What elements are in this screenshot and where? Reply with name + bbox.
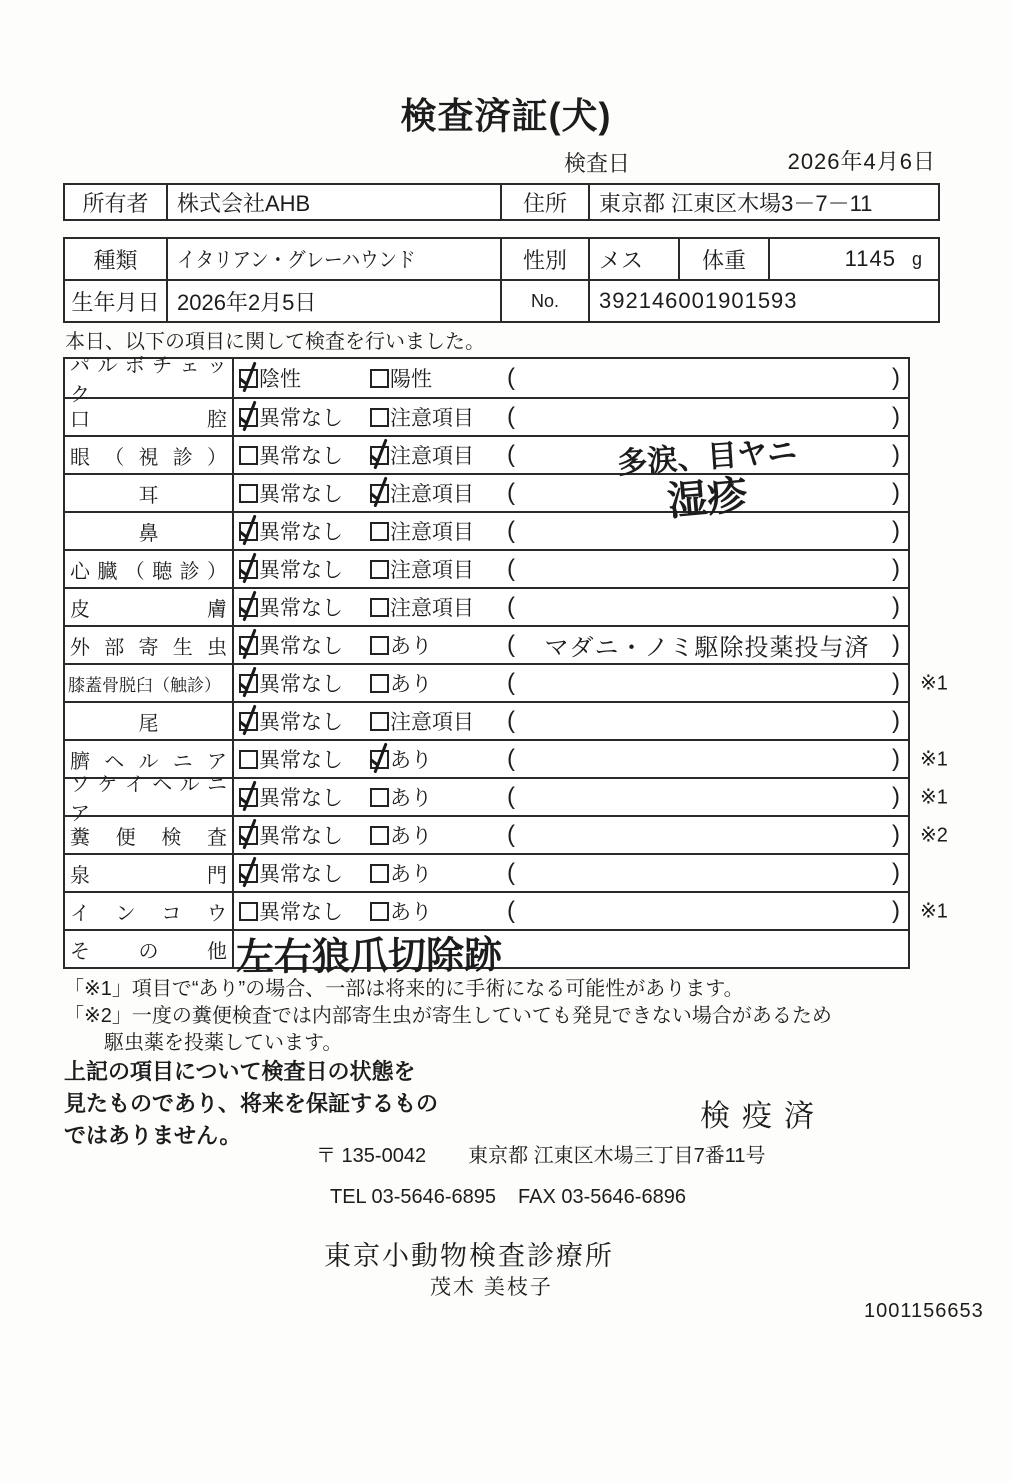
- breed-value: イタリアン・グレーハウンド: [166, 239, 500, 279]
- exam-row-content: [234, 893, 948, 929]
- certificate-title: 検査済証(犬): [400, 95, 612, 136]
- option2-label: あり: [390, 825, 432, 848]
- option1-label: 異常なし: [259, 483, 343, 506]
- exam-row-content: [234, 473, 908, 525]
- exam-row-label: イ ン コ ウ: [65, 893, 234, 929]
- inspection-date-label: 検査日: [564, 151, 631, 176]
- disclaimer-line-3: ではありません。: [64, 1123, 242, 1148]
- exam-row-content: [234, 817, 948, 853]
- inspection-date-value: 2026年4月6日: [787, 149, 936, 174]
- footnote-2-cont: 駆虫薬を投薬しています。: [104, 1032, 343, 1054]
- paren-open: (: [507, 631, 515, 658]
- option1-checkbox: [239, 750, 258, 769]
- exam-row-label: 膝蓋骨脱臼（触診）: [65, 665, 234, 701]
- exam-row-fontanelle: [65, 853, 908, 891]
- paren-close: ): [892, 669, 900, 696]
- option1-label: 異常なし: [259, 863, 343, 886]
- option2-label: 陽性: [390, 368, 432, 391]
- address-value: 東京都 江東区木場3－7－11: [588, 185, 938, 219]
- option2-label: あり: [390, 901, 432, 924]
- serial-number: 1001156653: [864, 1300, 984, 1322]
- no-label: No.: [500, 281, 588, 321]
- option1-checkbox: [239, 902, 258, 921]
- exam-row-other: [65, 929, 908, 980]
- weight-label: 体重: [678, 239, 768, 279]
- paren-close: ): [892, 821, 900, 848]
- option2-label: あり: [390, 863, 432, 886]
- birth-label: 生年月日: [71, 289, 160, 315]
- paren-open: (: [507, 821, 515, 848]
- paren-open: (: [507, 783, 515, 810]
- option2-checkbox: [370, 750, 389, 769]
- option1-checkbox: [239, 446, 258, 465]
- option1-checkbox: [239, 864, 258, 883]
- paren-close: ): [892, 707, 900, 734]
- examiner-name: 茂木 美枝子: [430, 1276, 553, 1299]
- exam-row-heart: [65, 549, 908, 587]
- footnote-mark: ※1: [920, 748, 948, 771]
- handwritten-note-eyes: 多涙、目ヤニ: [616, 434, 799, 481]
- exam-row-label: 臍 ヘ ル ニ ア: [65, 741, 234, 777]
- exam-row-content: [234, 551, 908, 587]
- breed-label: 種類: [93, 247, 138, 273]
- paren-close: ): [892, 631, 900, 658]
- option2-checkbox: [370, 788, 389, 807]
- option2-checkbox: [370, 712, 389, 731]
- paren-close: ): [892, 403, 900, 430]
- option2-checkbox: [370, 408, 389, 427]
- exam-row-label: 尾: [65, 703, 234, 739]
- paren-close: ): [892, 783, 900, 810]
- birth-value: 2026年2月5日: [166, 281, 500, 321]
- option2-label: 注意項目: [390, 407, 474, 430]
- paren-open: (: [507, 669, 515, 696]
- sex-value: メス: [588, 239, 678, 279]
- option2-checkbox: [370, 636, 389, 655]
- quarantine-stamp: 検疫済: [700, 1100, 826, 1133]
- weight-value: 1145: [844, 246, 896, 271]
- option2-label: 注意項目: [390, 597, 474, 620]
- exam-row-skin: [65, 587, 908, 625]
- exam-row-label: 皮 膚: [65, 589, 234, 625]
- option1-checkbox: [239, 522, 258, 541]
- option2-checkbox: [370, 674, 389, 693]
- option2-label: あり: [390, 635, 432, 658]
- paren-close: ): [892, 593, 900, 620]
- exam-row-label: 口 腔: [65, 399, 234, 435]
- sex-label: 性別: [500, 239, 588, 279]
- exam-row-label: 糞 便 検 査: [65, 817, 234, 853]
- exam-row-label: ソ ケ イ ヘ ル ニ ア: [65, 779, 234, 815]
- exam-row-content: [234, 665, 948, 701]
- exam-row-inguinal-hernia: [65, 774, 948, 825]
- clinic-tel: TEL 03-5646-6895: [330, 1186, 497, 1208]
- exam-row-fecal: [65, 815, 948, 853]
- weight-unit: g: [911, 248, 922, 269]
- exam-row-label: 心 臓 （ 聴 診 ）: [65, 551, 234, 587]
- address-label: 住所: [500, 185, 588, 219]
- option1-label: 異常なし: [259, 597, 343, 620]
- option2-checkbox: [370, 369, 389, 388]
- exam-row-label: 眼 （ 視 診 ）: [65, 437, 234, 473]
- option1-label: 異常なし: [259, 787, 343, 810]
- paren-close: ): [892, 517, 900, 544]
- pet-table: [63, 237, 940, 323]
- paren-open: (: [507, 745, 515, 772]
- paren-close: ): [892, 364, 900, 391]
- paren-open: (: [507, 593, 515, 620]
- exam-row-parvo: [65, 355, 908, 406]
- option1-label: 異常なし: [259, 825, 343, 848]
- option2-checkbox: [370, 446, 389, 465]
- disclaimer-line-2: 見たものであり、将来を保証するもの: [64, 1091, 439, 1116]
- exam-row-ears: [65, 473, 908, 525]
- owner-label: 所有者: [82, 190, 149, 216]
- option1-label: 異常なし: [259, 673, 343, 696]
- exam-row-content: [234, 855, 908, 891]
- owner-table: [63, 183, 940, 221]
- option1-label: 異常なし: [259, 749, 343, 772]
- option1-label: 異常なし: [259, 711, 343, 734]
- exam-row-tail: [65, 701, 908, 739]
- option2-checkbox: [370, 598, 389, 617]
- option1-checkbox: [239, 598, 258, 617]
- exam-row-patella: [65, 663, 948, 701]
- option2-label: 注意項目: [390, 521, 474, 544]
- disclaimer: [64, 1056, 438, 1152]
- paren-open: (: [507, 441, 515, 468]
- exam-row-label: パ ル ボ チ ェ ッ ク: [65, 359, 234, 397]
- option2-label: 注意項目: [390, 483, 474, 506]
- option2-checkbox: [370, 560, 389, 579]
- paren-open: (: [507, 403, 515, 430]
- paren-close: ): [892, 897, 900, 924]
- paren-open: (: [507, 517, 515, 544]
- intro-text: 本日、以下の項目に関して検査を行いました。: [65, 331, 485, 353]
- option2-label: 注意項目: [390, 711, 474, 734]
- option1-label: 異常なし: [259, 407, 343, 430]
- option2-checkbox: [370, 864, 389, 883]
- exam-row-label: 耳: [65, 475, 234, 511]
- footnote-2: 「※2」一度の糞便検査では内部寄生虫が寄生していても発見できない場合があるため: [64, 1005, 832, 1027]
- exam-row-content: [234, 741, 948, 777]
- paren-open: (: [507, 707, 515, 734]
- option1-checkbox: [239, 636, 258, 655]
- exam-row-parasites: [65, 625, 908, 663]
- option2-label: あり: [390, 673, 432, 696]
- owner-value: 株式会社AHB: [166, 185, 500, 219]
- option2-label: 注意項目: [390, 445, 474, 468]
- paren-close: ): [892, 479, 900, 506]
- option2-label: あり: [390, 787, 432, 810]
- option2-checkbox: [370, 484, 389, 503]
- footnote-mark: ※1: [920, 786, 948, 809]
- option1-checkbox: [239, 369, 258, 388]
- footnote-mark: ※1: [920, 672, 948, 695]
- paren-open: (: [507, 859, 515, 886]
- option1-checkbox: [239, 408, 258, 427]
- footnote-mark: ※1: [920, 900, 948, 923]
- exam-row-label: 鼻: [65, 513, 234, 549]
- note-value: マダニ・ノミ駆除投薬投与済: [544, 634, 870, 662]
- option1-label: 異常なし: [259, 559, 343, 582]
- exam-row-content: [234, 359, 908, 397]
- option1-label: 陰性: [259, 368, 301, 391]
- option1-label: 異常なし: [259, 445, 343, 468]
- microchip-number: 392146001901593: [588, 281, 938, 321]
- exam-row-label: そ の 他: [65, 931, 234, 967]
- option1-checkbox: [239, 484, 258, 503]
- footnote-mark: ※2: [920, 824, 948, 847]
- paren-open: (: [507, 555, 515, 582]
- option2-label: 注意項目: [390, 559, 474, 582]
- option2-checkbox: [370, 522, 389, 541]
- option1-label: 異常なし: [259, 901, 343, 924]
- option2-checkbox: [370, 902, 389, 921]
- paren-close: ): [892, 555, 900, 582]
- paren-open: (: [507, 364, 515, 391]
- paren-close: ): [892, 859, 900, 886]
- clinic-address: 東京都 江東区木場三丁目7番11号: [468, 1145, 766, 1167]
- clinic-name: 東京小動物検査診療所: [324, 1241, 614, 1271]
- clinic-address-line: [316, 1139, 766, 1168]
- clinic-zip: 〒 135-0042: [316, 1145, 427, 1167]
- option1-checkbox: [239, 560, 258, 579]
- exam-row-content: [234, 627, 908, 663]
- option1-label: 異常なし: [259, 635, 343, 658]
- footnote-1: 「※1」項目で“あり”の場合、一部は将来的に手術になる可能性があります。: [64, 978, 744, 1000]
- exam-row-content: [234, 779, 948, 815]
- exam-table: [63, 355, 948, 980]
- clinic-fax: FAX 03-5646-6896: [518, 1186, 686, 1208]
- weight-value-cell: [768, 239, 938, 279]
- option1-checkbox: [239, 788, 258, 807]
- exam-row-label: 泉 門: [65, 855, 234, 891]
- exam-row-content: [234, 931, 908, 980]
- paren-close: ): [892, 441, 900, 468]
- exam-row-content: [234, 703, 908, 739]
- exam-row-content: [234, 589, 908, 625]
- disclaimer-line-1: 上記の項目について検査日の状態を: [64, 1059, 416, 1084]
- option1-checkbox: [239, 826, 258, 845]
- paren-open: (: [507, 479, 515, 506]
- option1-checkbox: [239, 674, 258, 693]
- option2-label: あり: [390, 749, 432, 772]
- clinic-phone-line: [330, 1186, 686, 1209]
- option1-checkbox: [239, 712, 258, 731]
- exam-row-label: 外 部 寄 生 虫: [65, 627, 234, 663]
- paren-close: ): [892, 745, 900, 772]
- handwritten-other-note: 左右狼爪切除跡: [235, 934, 503, 980]
- option2-checkbox: [370, 826, 389, 845]
- paren-open: (: [507, 897, 515, 924]
- option1-label: 異常なし: [259, 521, 343, 544]
- handwritten-note-ears: 湿疹: [665, 473, 750, 525]
